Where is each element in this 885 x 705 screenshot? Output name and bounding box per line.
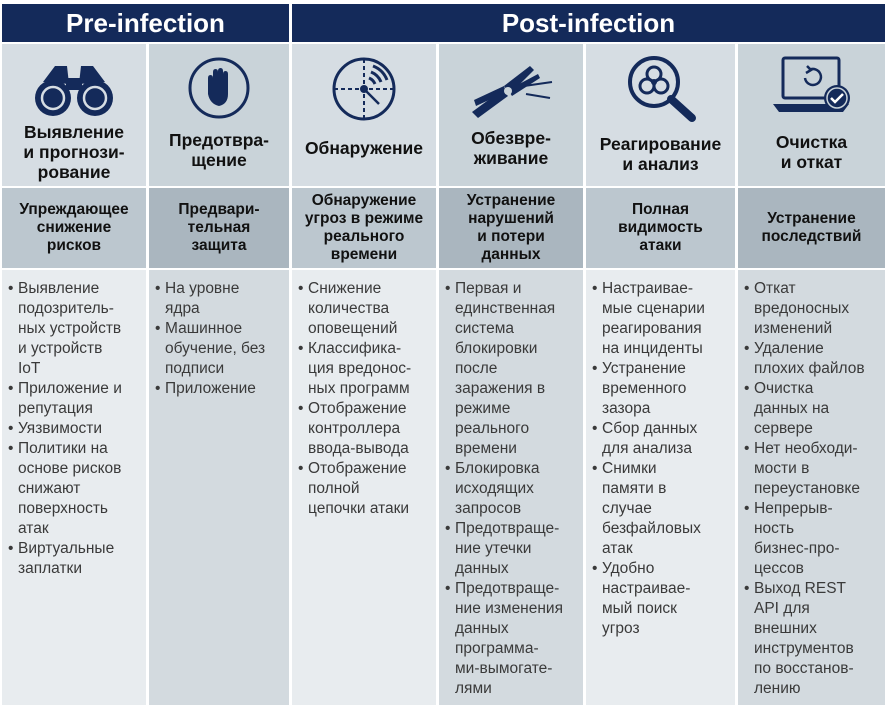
column-title: Очистка и откат <box>775 132 848 172</box>
column-respond <box>586 44 735 705</box>
list-item: • Первая и единственная система блокировки после заражения в режиме реального времени <box>445 279 579 459</box>
biohazard-magnifier-icon <box>624 52 698 122</box>
column-body <box>149 270 289 705</box>
column-header <box>2 44 146 186</box>
column-title: Обнаружение <box>304 138 424 158</box>
list-item: • Приложение <box>155 379 285 399</box>
list-item: • Нет необходи- мости в переустановке <box>744 439 881 499</box>
list-item: • Выявление подозритель- ных устройств и устройств IoT <box>8 279 142 379</box>
column-body <box>738 270 885 705</box>
column-subtitle: Предвари- тельная защита <box>149 188 289 268</box>
column-neutralize <box>439 44 583 705</box>
column-body <box>586 270 735 705</box>
list-item: • Удобно настраивае- мый поиск угроз <box>592 559 731 639</box>
column-identify <box>2 44 146 705</box>
list-item: • Предотвраще- ние утечки данных <box>445 519 579 579</box>
list-item: • Снимки памяти в случае безфайловых атак <box>592 459 731 559</box>
column-subtitle: Упреждающее снижение рисков <box>2 188 146 268</box>
list-item: • Удаление плохих файлов <box>744 339 881 379</box>
list-item: • Очистка данных на сервере <box>744 379 881 439</box>
column-title: Предотвра- щение <box>169 130 269 170</box>
list-item: • Классифика- ция вредонос- ных программ <box>298 339 432 399</box>
list-item: • Отображение контроллера ввода-вывода <box>298 399 432 459</box>
column-subtitle: Полная видимость атаки <box>586 188 735 268</box>
list-item: • Откат вредоносных изменений <box>744 279 881 339</box>
list-item: • Предотвраще- ние изменения данных программа- ми-вымогате- лями <box>445 579 579 699</box>
column-body <box>439 270 583 705</box>
list-item: • Виртуальные заплатки <box>8 539 142 579</box>
list-item: • Непрерыв- ность бизнес-про- цессов <box>744 499 881 579</box>
column-subtitle: Устранение последствий <box>738 188 885 268</box>
column-subtitle: Устранение нарушений и потери данных <box>439 188 583 268</box>
column-detect <box>292 44 436 705</box>
laptop-restore-icon <box>769 54 855 120</box>
list-item: • Снижение количества оповещений <box>298 279 432 339</box>
binoculars-icon <box>29 60 119 120</box>
list-item: • Выход REST API для внешних инструментов по восстанов- лению <box>744 579 881 699</box>
list-item: • Уязвимости <box>8 419 142 439</box>
column-header <box>149 44 289 186</box>
column-header <box>738 44 885 186</box>
column-body <box>292 270 436 705</box>
list-item: • Сбор данных для анализа <box>592 419 731 459</box>
radar-icon <box>329 54 399 124</box>
list-item: • Машинное обучение, без подписи <box>155 319 285 379</box>
column-prevent <box>149 44 289 705</box>
post-infection-header: Post-infection <box>292 4 885 42</box>
column-header <box>439 44 583 186</box>
wire-cutter-icon <box>468 60 554 120</box>
stop-hand-icon <box>187 56 251 120</box>
list-item: • Отображение полной цепочки атаки <box>298 459 432 519</box>
column-header <box>586 44 735 186</box>
list-item: • Блокировка исходящих запросов <box>445 459 579 519</box>
list-item: • На уровне ядра <box>155 279 285 319</box>
column-header <box>292 44 436 186</box>
list-item: • Устранение временного зазора <box>592 359 731 419</box>
list-item: • Приложение и репутация <box>8 379 142 419</box>
column-title: Реагирование и анализ <box>599 134 722 174</box>
column-title: Обезвре- живание <box>471 128 551 168</box>
column-remediate <box>738 44 885 705</box>
column-title: Выявление и прогнози- рование <box>23 122 125 182</box>
column-subtitle: Обнаружение угроз в режиме реального времени <box>292 188 436 268</box>
pre-infection-header: Pre-infection <box>2 4 289 42</box>
list-item: • Политики на основе рисков снижают поверхность атак <box>8 439 142 539</box>
column-body <box>2 270 146 705</box>
list-item: • Настраивае- мые сценарии реагирования на инциденты <box>592 279 731 359</box>
